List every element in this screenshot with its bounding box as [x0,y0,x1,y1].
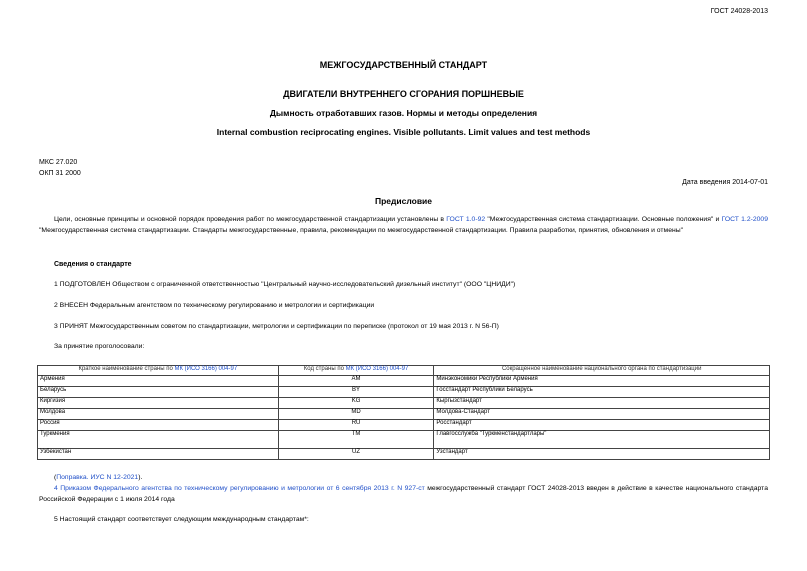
table-row [38,431,770,449]
standards-body: Госстандарт Республики Беларусь [434,387,770,398]
country-name: Узбекистан [38,449,279,460]
country-code: MD [278,409,434,420]
item4-text: межгосударственный стандарт ГОСТ 24028-2013 введен в действие в качестве национального стандарта Российской Федерации с 1 июля 2014 года [39,485,768,503]
table-header-row [38,366,770,376]
country-name: Туркмения [38,431,279,449]
table-row [38,409,770,420]
info-heading: Сведения о стандарте [54,261,132,268]
amendment-link[interactable]: Поправка. ИУС N 12-2021 [56,474,139,481]
foreword-text-3: "Межгосударственная система стандартизации. Стандарты межгосударственные, правила, рекомендации по межгосударственной стандартизации. Правила разработки, принятия, обновления и отмены" [39,226,684,234]
gost-1-2-2009-link[interactable]: ГОСТ 1.2-2009 [721,216,768,223]
foreword-heading: Предисловие [374,196,433,206]
header-standards-body: Сокращенное наименование национального органа по стандартизации [434,366,770,376]
country-name: Киргизия [38,398,279,409]
table-row [38,420,770,431]
table-row [38,387,770,398]
info-item-2: 2 ВНЕСЕН Федеральным агентством по техническому регулированию и метрологии и сертификации [54,302,375,309]
standards-body: Росстандарт [434,420,770,431]
country-name: Армения [38,376,279,387]
country-code: TM [278,431,434,449]
countries-table [37,365,770,460]
info-item-5: 5 Настоящий стандарт соответствует следующим международным стандартам*: [54,516,309,523]
table-row [38,449,770,460]
standard-type-heading: МЕЖГОСУДАРСТВЕННЫЙ СТАНДАРТ [319,60,488,70]
table-row [38,376,770,387]
standards-body: Минэкономики Республики Армения [434,376,770,387]
header-country-name: Краткое наименование страны по МК (ИСО 3166) 004-97 [38,366,279,376]
country-code: RU [278,420,434,431]
country-name: Россия [38,420,279,431]
standards-body: Молдова-Стандарт [434,409,770,420]
info-item-4 [39,484,768,505]
document-title-english: Internal combustion reciprocating engines. Visible pollutants. Limit values and test methods [216,127,591,137]
mk-iso-link[interactable]: МК (ИСО 3166) 004-97 [345,366,409,372]
gost-1-0-92-link[interactable]: ГОСТ 1.0-92 [446,216,486,223]
country-code: AM [278,376,434,387]
okp-code: ОКП 31 2000 [39,170,81,177]
amendment-note: (Поправка. ИУС N 12-2021). [54,474,143,481]
document-subtitle: Дымность отработавших газов. Нормы и методы определения [269,108,538,118]
mks-code: МКС 27.020 [39,159,78,166]
classification-codes [39,157,81,179]
document-code: ГОСТ 24028-2013 [710,8,768,15]
table-row [38,398,770,409]
country-code: UZ [278,449,434,460]
foreword-paragraph [39,215,768,236]
standards-body: Кыргызстандарт [434,398,770,409]
foreword-text-2: "Межгосударственная система стандартизации. Основные положения" и [485,216,722,223]
country-code: BY [278,387,434,398]
voted-label: За принятие проголосовали: [54,343,145,350]
order-link[interactable]: 4 Приказом Федерального агентства по техническому регулированию и метрологии от 6 сентября 2013 г. N 927-ст [54,485,425,492]
mk-iso-link[interactable]: МК (ИСО 3166) 004-97 [174,366,238,372]
info-item-3: 3 ПРИНЯТ Межгосударственным советом по стандартизации, метрологии и сертификации по переписке (протокол от 19 мая 2013 г. N 56-П) [54,323,499,330]
standards-body: Главгосслужба "Туркменстандартлары" [434,431,770,449]
country-code: KG [278,398,434,409]
country-name: Молдова [38,409,279,420]
header-country-code: Код страны по МК (ИСО 3166) 004-97 [278,366,434,376]
standards-body: Узстандарт [434,449,770,460]
info-item-1: 1 ПОДГОТОВЛЕН Обществом с ограниченной ответственностью "Центральный научно-исследовательский дизельный институт" (ООО "ЦНИДИ") [54,281,516,288]
document-title: ДВИГАТЕЛИ ВНУТРЕННЕГО СГОРАНИЯ ПОРШНЕВЫЕ [283,89,524,99]
country-name: Беларусь [38,387,279,398]
introduction-date: Дата введения 2014-07-01 [682,179,768,186]
foreword-text-1: Цели, основные принципы и основной порядок проведения работ по межгосударственной стандартизации установлены в [54,216,447,223]
